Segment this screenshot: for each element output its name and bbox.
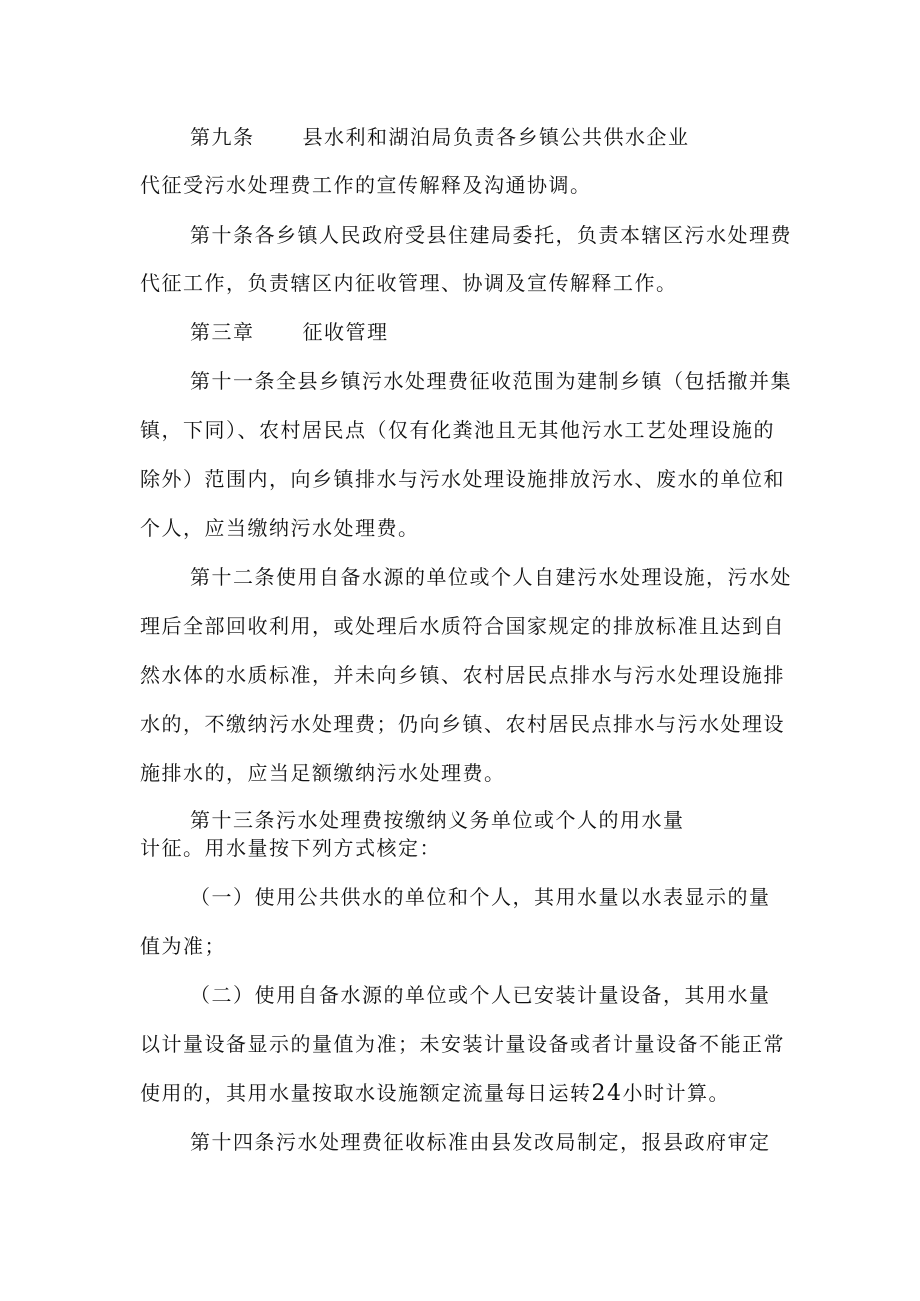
- article-14-line: 第十四条污水处理费征收标准由县发改局制定，报县政府审定: [190, 1130, 771, 1154]
- article-9-text-start: 县水利和湖泊局负责各乡镇公共供水企业: [302, 125, 690, 149]
- item-2-line: （二）使用自备水源的单位或个人已安装计量设备，其用水量: [190, 983, 771, 1007]
- line-text-after-number: 小时计算。: [622, 1081, 730, 1105]
- article-11-line: 第十一条全县乡镇污水处理费征收范围为建制乡镇（包括撤并集: [190, 369, 792, 393]
- paragraph-line: 镇，下同）、农村居民点（仅有化粪池且无其他污水工艺处理设施的: [140, 418, 775, 442]
- paragraph-line: 个人，应当缴纳污水处理费。: [140, 516, 420, 540]
- paragraph-line: 除外）范围内，向乡镇排水与污水处理设施排放污水、废水的单位和: [140, 467, 785, 491]
- article-9-number: 第九条: [190, 125, 255, 149]
- paragraph-line-with-number: [140, 1080, 730, 1107]
- paragraph-line: 水的，不缴纳污水处理费；仍向乡镇、农村居民点排水与污水处理设: [140, 712, 785, 736]
- paragraph-line: 值为准；: [140, 934, 226, 958]
- chapter-3-heading: [190, 319, 389, 345]
- hours-number: 24: [591, 1081, 623, 1106]
- chapter-3-title: 征收管理: [302, 320, 389, 344]
- paragraph-line: 代征受污水处理费工作的宣传解释及沟通协调。: [140, 173, 592, 197]
- line-text-before-number: 使用的，其用水量按取水设施额定流量每日运转: [140, 1081, 592, 1105]
- paragraph-line: 以计量设备显示的量值为准；未安装计量设备或者计量设备不能正常: [140, 1032, 785, 1056]
- chapter-3-number: 第三章: [190, 320, 255, 344]
- article-9-heading: [190, 124, 690, 150]
- paragraph-line: 计征。用水量按下列方式核定：: [140, 836, 441, 860]
- paragraph-line: 理后全部回收利用，或处理后水质符合国家规定的排放标准且达到自: [140, 614, 785, 638]
- paragraph-line: 然水体的水质标准，并未向乡镇、农村居民点排水与污水处理设施排: [140, 663, 785, 687]
- article-12-line: 第十二条使用自备水源的单位或个人自建污水处理设施，污水处: [190, 565, 792, 589]
- article-13-line: 第十三条污水处理费按缴纳义务单位或个人的用水量: [190, 808, 685, 832]
- article-10-line: 第十条各乡镇人民政府受县住建局委托，负责本辖区污水处理费: [190, 223, 792, 247]
- paragraph-line: 代征工作，负责辖区内征收管理、协调及宣传解释工作。: [140, 271, 678, 295]
- item-1-line: （一）使用公共供水的单位和个人，其用水量以水表显示的量: [190, 885, 771, 909]
- paragraph-line: 施排水的，应当足额缴纳污水处理费。: [140, 761, 506, 785]
